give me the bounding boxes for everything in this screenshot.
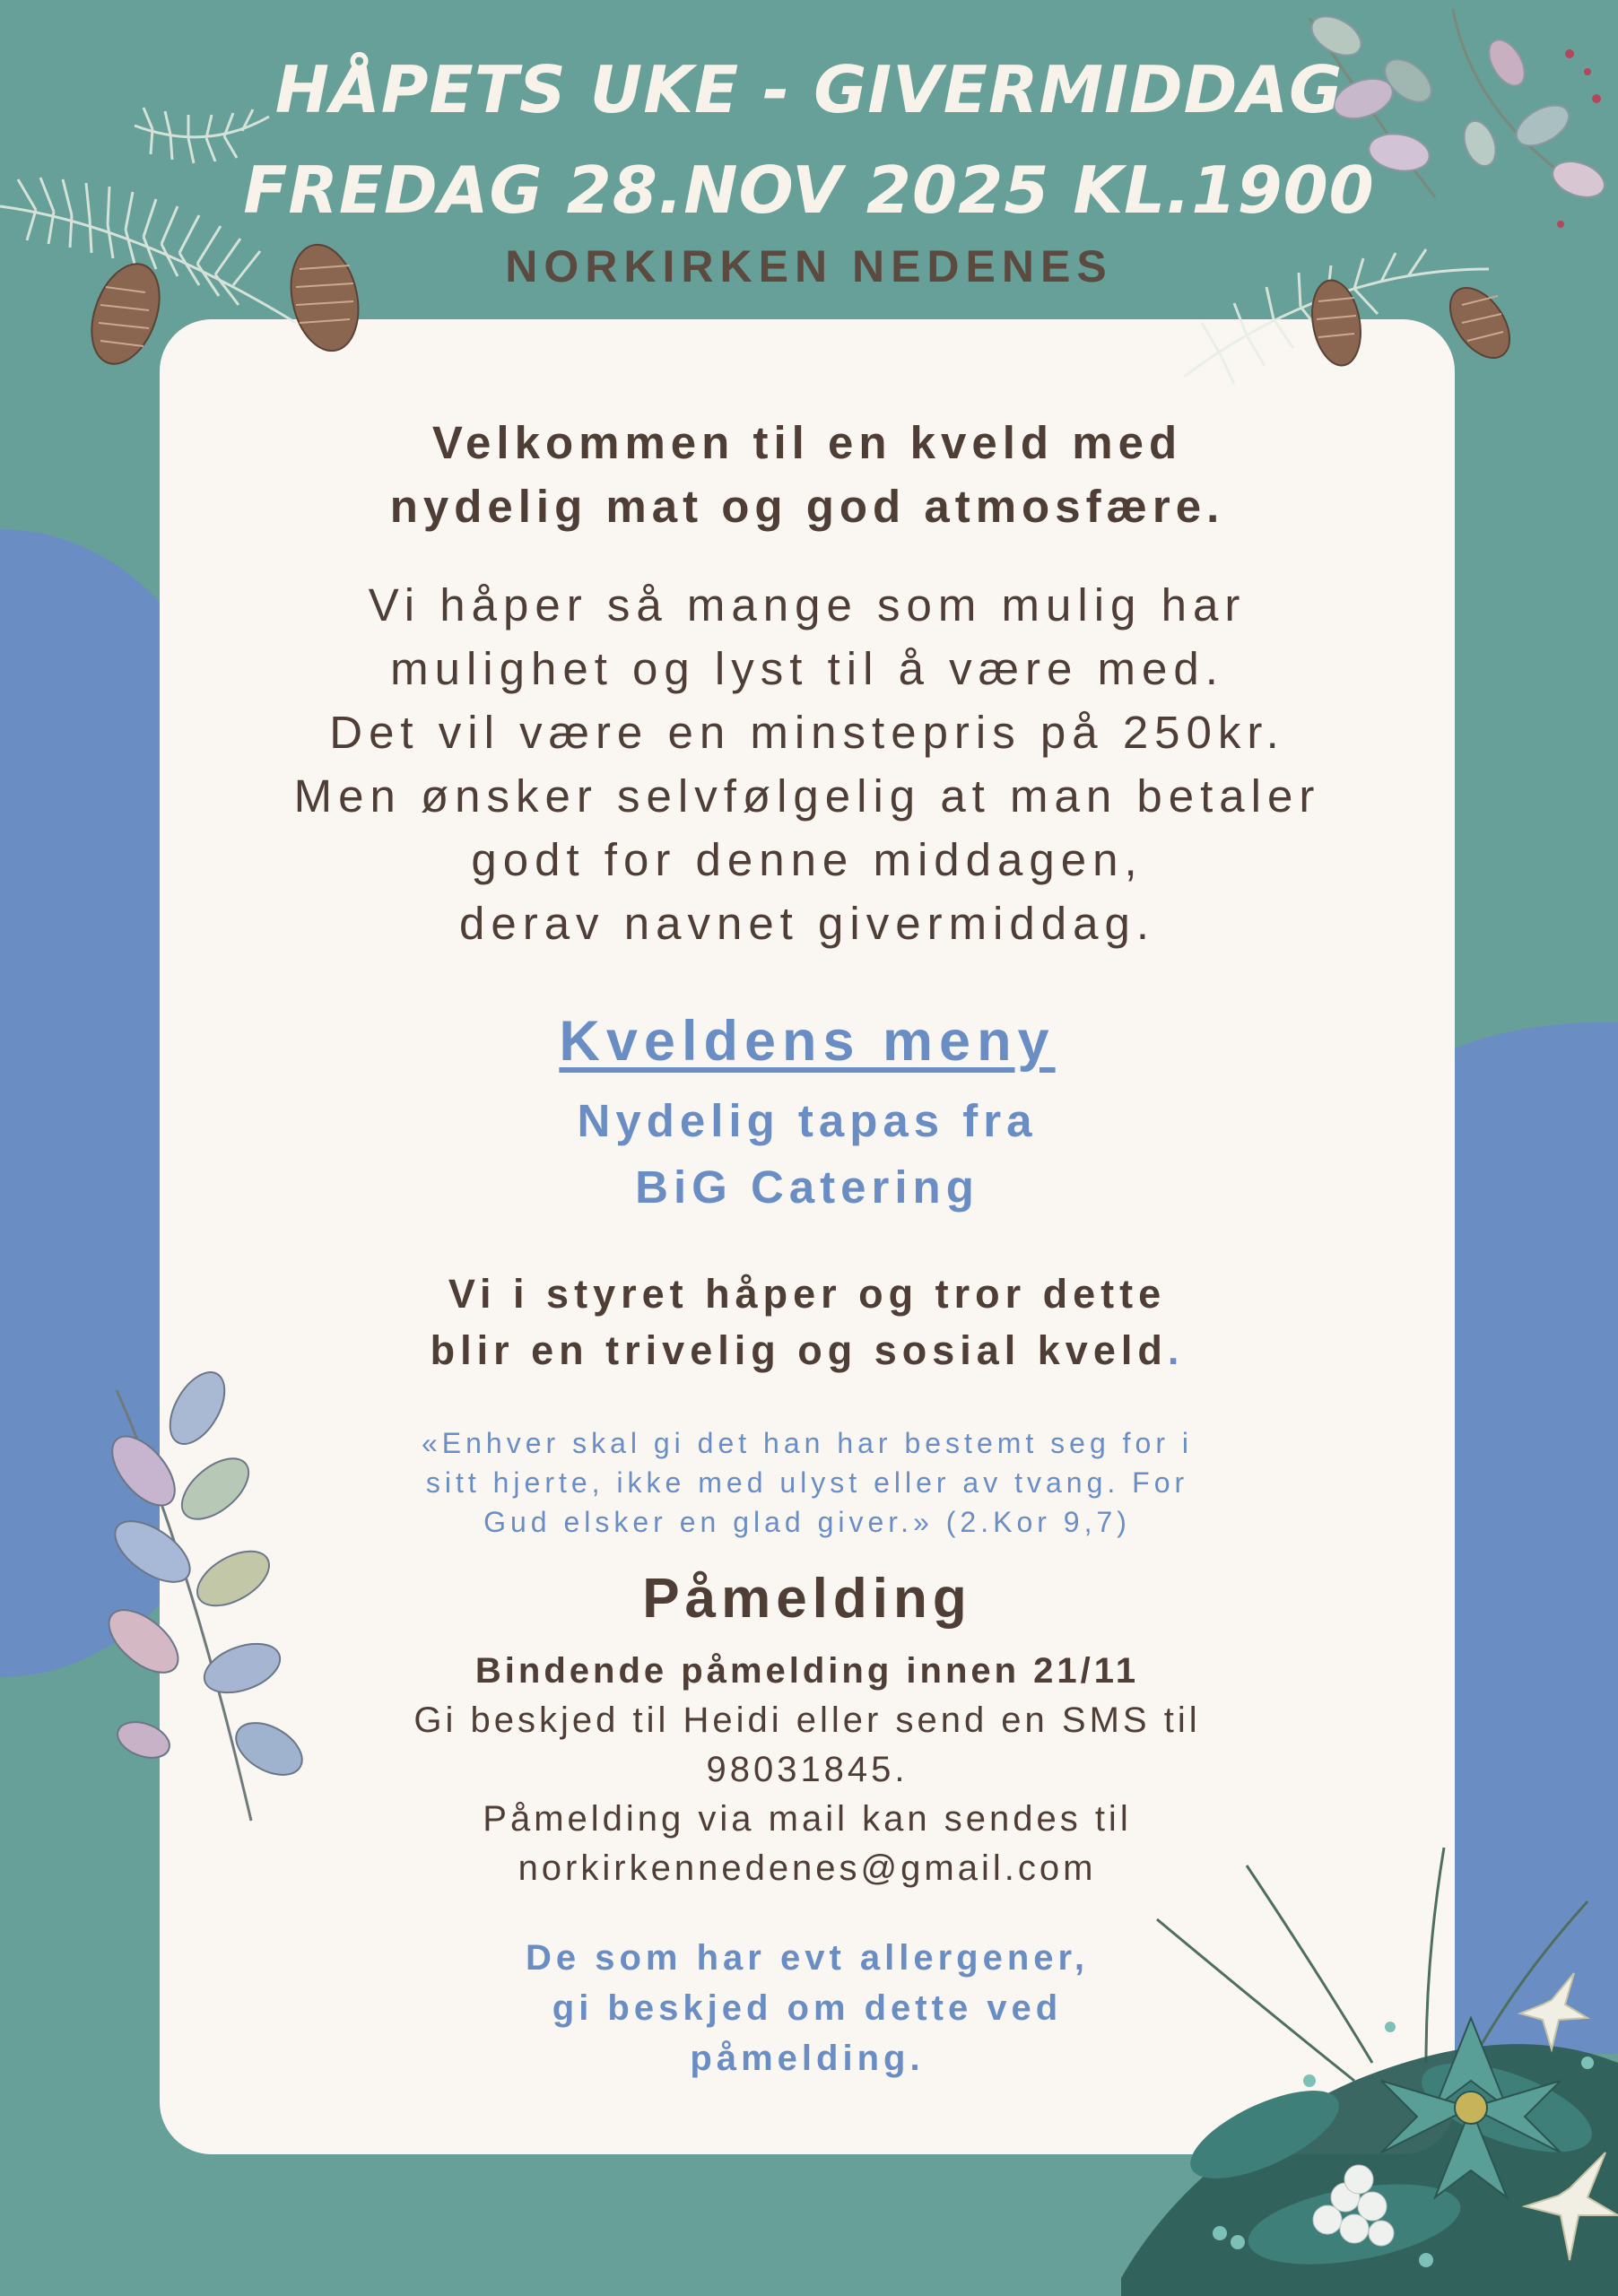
board-line bbox=[160, 1322, 1455, 1378]
event-date-time: FREDAG 28.NOV 2025 KL.1900 bbox=[243, 152, 1375, 228]
verse-line: Gud elsker en glad giver.» (2.Kor 9,7) bbox=[483, 1506, 1131, 1538]
registration-line: Gi beskjed til Heidi eller send en SMS til bbox=[413, 1700, 1201, 1740]
intro-line: Vi håper så mange som mulig har bbox=[368, 579, 1247, 631]
board-line-period: . bbox=[1167, 1327, 1185, 1373]
welcome-line: nydelig mat og god atmosfære. bbox=[389, 481, 1225, 532]
allergen-line: De som har evt allergener, bbox=[525, 1938, 1089, 1978]
welcome-line: Velkommen til en kveld med bbox=[431, 417, 1183, 468]
phone-number: 98031845. bbox=[706, 1750, 909, 1789]
intro-line: godt for denne middagen, bbox=[471, 834, 1144, 885]
board-note bbox=[160, 1265, 1455, 1378]
registration-heading: Påmelding bbox=[642, 1568, 972, 1630]
board-line-text: blir en trivelig og sosial kveld bbox=[430, 1327, 1168, 1373]
board-line: Vi i styret håper og tror dette bbox=[448, 1271, 1167, 1317]
email-address: norkirkennedenes@gmail.com bbox=[518, 1848, 1097, 1888]
registration-deadline: Bindende påmelding innen 21/11 bbox=[474, 1651, 1140, 1691]
intro-text bbox=[160, 573, 1455, 955]
intro-line: Det vil være en minstepris på 250kr. bbox=[329, 707, 1285, 758]
allergen-line: påmelding. bbox=[690, 2039, 925, 2078]
intro-line: derav navnet givermiddag. bbox=[458, 898, 1156, 949]
menu-line: Nydelig tapas fra bbox=[577, 1095, 1038, 1146]
allergen-note bbox=[160, 1933, 1455, 2083]
allergen-line: gi beskjed om dette ved bbox=[552, 1988, 1063, 2028]
verse-line: «Enhver skal gi det han har bestemt seg for i bbox=[421, 1427, 1193, 1459]
bible-verse bbox=[160, 1423, 1455, 1542]
registration-line: Påmelding via mail kan sendes til bbox=[483, 1799, 1132, 1839]
intro-line: mulighet og lyst til å være med. bbox=[390, 643, 1224, 694]
intro-line: Men ønsker selvfølgelig at man betaler bbox=[293, 770, 1321, 822]
event-title: HÅPETS UKE - GIVERMIDDAG bbox=[274, 52, 1344, 127]
menu-heading: Kveldens meny bbox=[559, 1010, 1056, 1073]
welcome-text bbox=[160, 411, 1455, 538]
venue-name: NORKIRKEN NEDENES bbox=[505, 241, 1113, 291]
menu-description bbox=[160, 1088, 1455, 1221]
menu-line: BiG Catering bbox=[635, 1161, 979, 1213]
verse-line: sitt hjerte, ikke med ulyst eller av tvang. For bbox=[425, 1466, 1189, 1499]
registration-details bbox=[160, 1696, 1455, 1893]
